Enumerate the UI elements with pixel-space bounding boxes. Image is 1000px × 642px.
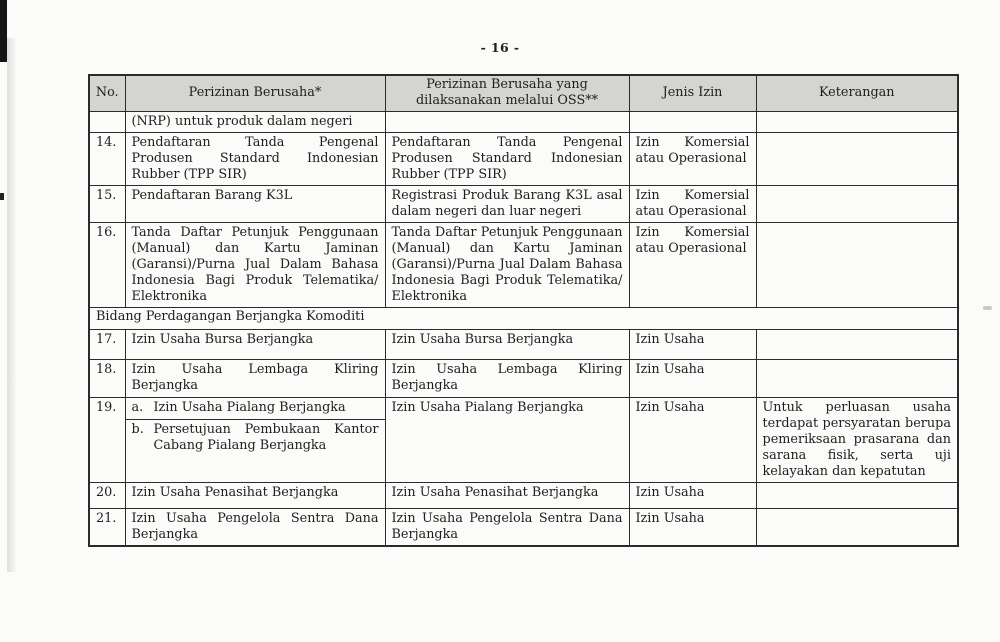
cell-no: 16. xyxy=(89,222,125,307)
cell-jenis-izin: Izin Usaha xyxy=(629,482,756,508)
scan-artifact-dash xyxy=(0,193,4,200)
cell-oss: Izin Usaha Bursa Berjangka xyxy=(385,329,629,359)
table-row xyxy=(89,222,958,307)
cell-jenis-izin: Izin Usaha xyxy=(629,397,756,482)
list-item xyxy=(126,398,385,420)
header-no: No. xyxy=(89,75,125,111)
cell-perizinan: Izin Usaha Lembaga Kliring Berjangka xyxy=(125,359,385,397)
cell-perizinan: Izin Usaha Penasihat Berjangka xyxy=(125,482,385,508)
scan-shadow-band xyxy=(7,38,17,572)
header-perizinan-berusaha: Perizinan Berusaha* xyxy=(125,75,385,111)
cell-keterangan xyxy=(756,359,958,397)
table-row xyxy=(89,185,958,222)
table-row xyxy=(89,329,958,359)
cell-keterangan xyxy=(756,508,958,546)
cell-keterangan xyxy=(756,185,958,222)
cell-no: 14. xyxy=(89,132,125,185)
cell-keterangan xyxy=(756,482,958,508)
cell-oss xyxy=(385,111,629,132)
cell-perizinan: (NRP) untuk produk dalam negeri xyxy=(125,111,385,132)
table-row xyxy=(89,508,958,546)
cell-jenis-izin: Izin Komersial atau Operasional xyxy=(629,185,756,222)
cell-jenis-izin: Izin Usaha xyxy=(629,508,756,546)
list-item-text: Izin Usaha Pialang Berjangka xyxy=(153,399,346,415)
list-item xyxy=(126,420,385,477)
header-keterangan: Keterangan xyxy=(756,75,958,111)
cell-jenis-izin xyxy=(629,111,756,132)
cell-no: 19. xyxy=(89,397,125,482)
cell-perizinan xyxy=(125,397,385,482)
cell-jenis-izin: Izin Komersial atau Operasional xyxy=(629,222,756,307)
cell-keterangan: Untuk perluasan usaha terdapat persyaratan berupa pemeriksaan prasarana dan sarana fisik, serta uji kelayakan dan kepatutan xyxy=(756,397,958,482)
cell-oss: Pendaftaran Tanda Pengenal Produsen Standard Indonesian Rubber (TPP SIR) xyxy=(385,132,629,185)
cell-keterangan xyxy=(756,329,958,359)
cell-jenis-izin: Izin Komersial atau Operasional xyxy=(629,132,756,185)
cell-perizinan: Tanda Daftar Petunjuk Penggunaan (Manual) dan Kartu Jaminan (Garansi)/Purna Jual Dalam Bahasa Indonesia Bagi Produk Telematika/ Elektronika xyxy=(125,222,385,307)
header-jenis-izin: Jenis Izin xyxy=(629,75,756,111)
cell-oss: Izin Usaha Pengelola Sentra Dana Berjangka xyxy=(385,508,629,546)
table-body xyxy=(89,111,958,546)
header-perizinan-oss: Perizinan Berusaha yang dilaksanakan melalui OSS** xyxy=(385,75,629,111)
cell-no xyxy=(89,111,125,132)
cell-jenis-izin: Izin Usaha xyxy=(629,359,756,397)
table-row xyxy=(89,132,958,185)
cell-no: 17. xyxy=(89,329,125,359)
table-row xyxy=(89,482,958,508)
cell-no: 18. xyxy=(89,359,125,397)
cell-oss: Tanda Daftar Petunjuk Penggunaan (Manual) dan Kartu Jaminan (Garansi)/Purna Jual Dalam Bahasa Indonesia Bagi Produk Telematika/ Elektronika xyxy=(385,222,629,307)
section-label: Bidang Perdagangan Berjangka Komoditi xyxy=(89,307,958,329)
scan-artifact-smudge xyxy=(983,306,992,310)
table-row xyxy=(89,397,958,482)
list-marker: a. xyxy=(131,399,144,415)
cell-perizinan: Izin Usaha Bursa Berjangka xyxy=(125,329,385,359)
cell-keterangan xyxy=(756,132,958,185)
perizinan-table xyxy=(88,74,959,547)
cell-perizinan: Izin Usaha Pengelola Sentra Dana Berjangka xyxy=(125,508,385,546)
table-header-row xyxy=(89,75,958,111)
cell-no: 21. xyxy=(89,508,125,546)
cell-no: 15. xyxy=(89,185,125,222)
cell-jenis-izin: Izin Usaha xyxy=(629,329,756,359)
table-row xyxy=(89,111,958,132)
cell-oss: Registrasi Produk Barang K3L asal dalam negeri dan luar negeri xyxy=(385,185,629,222)
cell-perizinan: Pendaftaran Tanda Pengenal Produsen Standard Indonesian Rubber (TPP SIR) xyxy=(125,132,385,185)
list-item-text: Persetujuan Pembukaan Kantor Cabang Pialang Berjangka xyxy=(153,421,379,453)
cell-keterangan xyxy=(756,111,958,132)
table-row xyxy=(89,359,958,397)
cell-no: 20. xyxy=(89,482,125,508)
section-row xyxy=(89,307,958,329)
cell-perizinan: Pendaftaran Barang K3L xyxy=(125,185,385,222)
page-number: - 16 - xyxy=(480,40,520,55)
cell-oss: Izin Usaha Pialang Berjangka xyxy=(385,397,629,482)
cell-keterangan xyxy=(756,222,958,307)
cell-oss: Izin Usaha Penasihat Berjangka xyxy=(385,482,629,508)
list-marker: b. xyxy=(131,421,144,437)
cell-oss: Izin Usaha Lembaga Kliring Berjangka xyxy=(385,359,629,397)
